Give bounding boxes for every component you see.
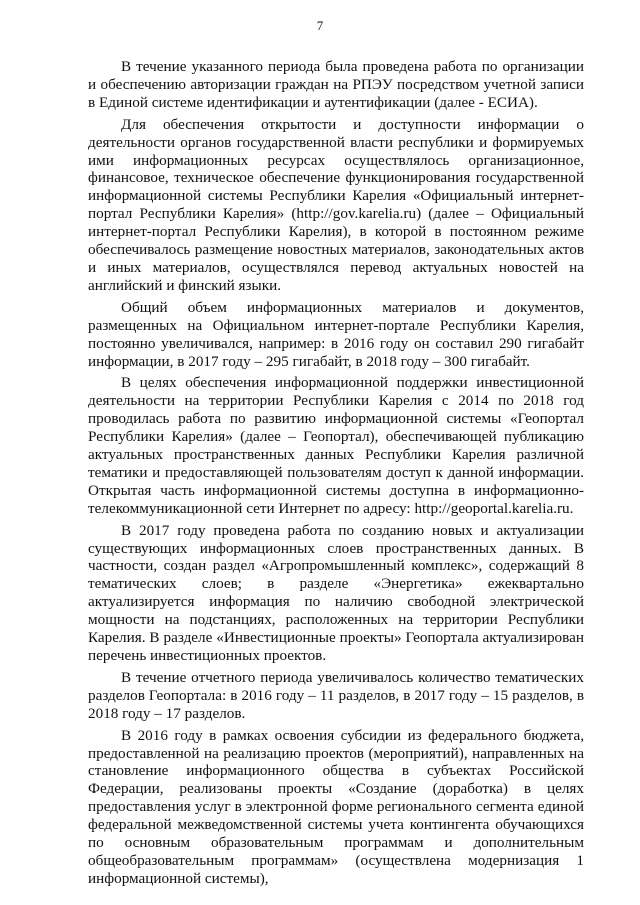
paragraph: В 2017 году проведена работа по созданию новых и актуализации существующих информационных слоев пространственных данных. В частности, создан раздел «Агропромышленный комплекс», содержащий 8 тематических слоев; в разделе «Энергетика» ежеквартально актуализируется информация по наличию свободной электрической мощности на подстанциях, расположенных на территории Республики Карелия. В разделе «Инвестиционные проекты» Геопортала актуализирован перечень инвестиционных проектов. — [88, 521, 584, 664]
document-body — [88, 58, 584, 892]
paragraph: В течение указанного периода была проведена работа по организации и обеспечению авторизации граждан на РПЭУ посредством учетной записи в Единой системе идентификации и аутентификации (далее - ЕСИА). — [88, 58, 584, 111]
paragraph: В целях обеспечения информационной поддержки инвестиционной деятельности на территории Республики Карелия с 2014 по 2018 год проводилась работа по развитию информационной системы «Геопортал Республики Карелия» (далее – Геопортал), обеспечивающей публикацию актуальных пространственных данных Республики Карелия различной тематики и предоставляющей пользователям доступ к данной информации. Открытая часть информационной системы доступна в информационно-телекоммуникационной сети Интернет по адресу: http://geoportal.karelia.ru. — [88, 374, 584, 517]
paragraph: Общий объем информационных материалов и документов, размещенных на Официальном интернет-портале Республики Карелия, постоянно увеличивался, например: в 2016 году он составил 290 гигабайт информации, в 2017 году – 295 гигабайт, в 2018 году – 300 гигабайт. — [88, 298, 584, 370]
paragraph: В 2016 году в рамках освоения субсидии из федерального бюджета, предоставленной на реализацию проектов (мероприятий), направленных на становление информационного общества в субъектах Российской Федерации, реализованы проекты «Создание (доработка) в целях предоставления услуг в электронной форме регионального сегмента единой федеральной межведомственной системы учета контингента обучающихся по основным образовательным программам и дополнительным общеобразовательным программам» (осуществлена модернизация 1 информационной системы), — [88, 726, 584, 887]
page-number: 7 — [316, 18, 324, 33]
paragraph: В течение отчетного периода увеличивалось количество тематических разделов Геопортала: в 2016 году – 11 разделов, в 2017 году – 15 разделов, в 2018 году – 17 разделов. — [88, 668, 584, 722]
paragraph: Для обеспечения открытости и доступности информации о деятельности органов государственной власти республики и формируемых ими информационных ресурсах осуществлялось организационное, финансовое, техническое обеспечение функционирования государственной информационной системы Республики Карелия «Официальный интернет-портал Республики Карелия» (http://gov.karelia.ru) (далее – Официальный интернет-портал Республики Карелия), в которой в постоянном режиме обеспечивалось размещение новостных материалов, законодательных актов и иных материалов, осуществлялся перевод актуальных новостей на английский и финский языки. — [88, 115, 584, 294]
